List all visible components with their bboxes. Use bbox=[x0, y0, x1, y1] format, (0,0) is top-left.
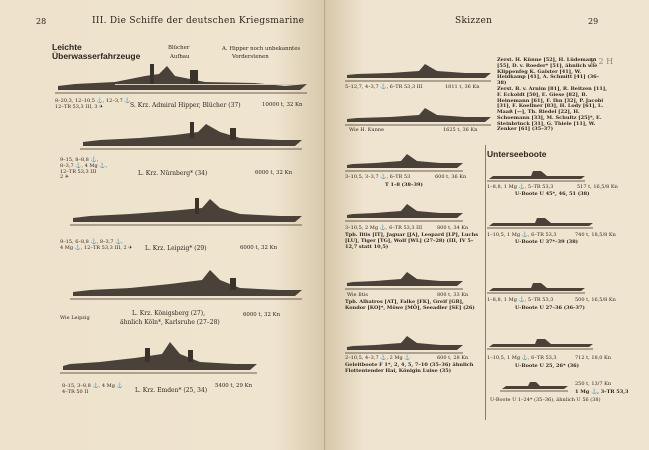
ship-name: T 1–8 (38–39) bbox=[385, 182, 423, 188]
torpedo-boat-silhouette bbox=[345, 150, 465, 174]
ship-stats: 6000 t, 32 Kn bbox=[240, 245, 278, 251]
annotation: Aufbau bbox=[170, 54, 190, 60]
ship-stats: 517 t, 16,5/8 Kn bbox=[577, 184, 618, 190]
ship-name: S. Krz. Admiral Hipper, Blücher (37) bbox=[130, 102, 241, 109]
armament-text: 1–8,8, 1 Mg ⚓, 5–TR 53,3 bbox=[487, 297, 554, 303]
section-title: Leichte Überwasserfahrzeuge bbox=[52, 42, 141, 61]
ship-list: Tpb. Albatros [AT], Falke [FK], Greif [GR], Kondor [KO]*, Möwe [MÖ], Seeadler [SE] (26) bbox=[345, 299, 475, 311]
torpedo-boat-silhouette bbox=[345, 200, 465, 224]
submarine-silhouette bbox=[487, 280, 587, 296]
ship-stats: 600 t, 36 Kn bbox=[435, 174, 467, 180]
annotation: Blücher bbox=[168, 45, 190, 51]
armament-text: 8–20,3, 12–10,5 ⚓, 12–3,7 ⚓ 12–TR 53,3 III, 3 ✈ bbox=[55, 98, 131, 110]
light-cruiser-silhouette bbox=[80, 120, 305, 154]
light-cruiser-silhouette bbox=[70, 268, 305, 304]
armament-text: 1–8,8, 1 Mg ⚓, 5–TR 53,3 bbox=[487, 184, 554, 190]
armament-text: 9–15, 8–8,8 ⚓, 8–3,7 ⚓, 4 Mg ⚓, 12–TR 53,3 III 2 ✈ bbox=[60, 157, 108, 181]
ship-stats: 800 t, 34 Kn bbox=[437, 225, 469, 231]
pencil-note: K 2 H bbox=[590, 57, 614, 66]
ship-stats: 1811 t, 36 Kn bbox=[445, 84, 480, 90]
ship-name: U-Boote U 37*–39 (38) bbox=[515, 239, 579, 245]
torpedo-boat-silhouette bbox=[345, 268, 465, 292]
ship-stats: 250 t, 13/7 Kn bbox=[575, 381, 612, 387]
ship-label: Wie Leipzig bbox=[60, 315, 90, 321]
annotation: A. Hipper noch unbekanntes bbox=[222, 46, 301, 52]
ship-stats: 10000 t, 32 Kn bbox=[262, 102, 303, 108]
armament-text: 1 Mg ⚓, 3–TR 53,3 bbox=[575, 389, 629, 395]
ship-label: Wie Iltis bbox=[347, 292, 368, 298]
page-number: 29 bbox=[588, 17, 599, 26]
ship-stats: 5400 t, 29 Kn bbox=[215, 383, 253, 389]
ship-name: U-Boote U 45*, 46, 51 (38) bbox=[515, 191, 590, 197]
destroyer-silhouette bbox=[345, 104, 493, 128]
ship-stats: 500 t, 16,5/8 Kn bbox=[575, 297, 616, 303]
armament-text: 3–10,5, 3–3,7 ⚓, 6–TR 53 bbox=[345, 174, 411, 180]
page-header: Skizzen bbox=[455, 16, 493, 26]
ship-name: L. Krz. Nürnberg* (34) bbox=[138, 170, 208, 177]
ship-list: Zerst. B. v. Arnim [81], R. Beitzen [11], F. Eckoldt [50], E. Giese [82], B. Heinemann [61], F. Ihn [32], P. Jacobi [31], F. Koellner [83], H. Lody [61], L. Maaß [—], Th. Riedel [22], H. Schoemann [33], M. Schultz [25]*, E. Steinbrinck [31], G. Thiele [11], W. Zenker [61] (35–37) bbox=[497, 86, 607, 133]
destroyer-silhouette bbox=[345, 60, 493, 84]
ship-label: Wie H. Kunne bbox=[349, 127, 384, 133]
armament-text: 1–10,5, 1 Mg ⚓, 6–TR 53,3 bbox=[487, 232, 557, 238]
right-page bbox=[325, 0, 649, 450]
ship-name: ähnlich Köln*, Karlsruhe (27–28) bbox=[120, 319, 220, 326]
armament-text: 3–10,5, 2 Mg ⚓, 6–TR 53,3 III bbox=[345, 225, 423, 231]
light-cruiser-silhouette bbox=[60, 340, 260, 378]
submarine-silhouette bbox=[500, 380, 570, 394]
heavy-cruiser-silhouette bbox=[55, 60, 310, 100]
page-number: 28 bbox=[36, 17, 47, 26]
ship-name: L. Krz. Emden* (25, 34) bbox=[135, 387, 208, 394]
armament-text: 8–15, 3–8,8 ⚓, 4 Mg ⚓ 4–TR 50 II bbox=[62, 383, 123, 395]
ship-stats: 740 t, 18,5/8 Kn bbox=[575, 232, 616, 238]
armament-text: 2–10,5, 4–3,7 ⚓, 2 Mg ⚓ bbox=[345, 355, 411, 361]
uboot-section-title: Unterseeboote bbox=[487, 149, 547, 159]
ship-list: Tpb. Iltis [IT], Jaguar [JA], Leopard [LP], Luchs [LU], Tiger [TG], Wolf [WL] (27–28) (III, IV 5–12,7 statt 10,5) bbox=[345, 232, 479, 250]
ship-name: U-Boote U 25, 26* (36) bbox=[515, 363, 580, 369]
ship-list: Geleitboote F 1*, 2, 4, 5, 7–10 (35–36) ähnlich Flottentender Hai, Königin Luise (35) bbox=[345, 362, 474, 374]
ship-stats: 712 t, 18,0 Kn bbox=[575, 355, 611, 361]
submarine-silhouette bbox=[487, 168, 587, 184]
ship-name: U-Boote U 27–36 (36–37) bbox=[515, 305, 585, 311]
armament-text: 5–12,7, 4–3,7 ⚓, 6–TR 53,3 III bbox=[345, 84, 423, 90]
submarine-silhouette bbox=[487, 336, 595, 352]
page-header: III. Die Schiffe der deutschen Kriegsmarine bbox=[92, 16, 305, 26]
light-cruiser-silhouette bbox=[70, 196, 305, 230]
ship-stats: 800 t, 33 Kn bbox=[437, 292, 469, 298]
ship-stats: 600 t, 28 Kn bbox=[437, 355, 469, 361]
armament-text: 9–15, 6–8,8 ⚓, 8–3,7 ⚓, 4 Mg ⚓, 12–TR 53,3 III, 2 ✈ bbox=[60, 239, 133, 251]
ship-stats: 1625 t, 36 Kn bbox=[443, 127, 478, 133]
annotation: Vorderstenen bbox=[232, 54, 269, 60]
ship-name: L. Krz. Königsberg (27), bbox=[132, 310, 205, 317]
column-divider bbox=[485, 145, 486, 420]
ship-stats: 6000 t, 32 Kn bbox=[255, 170, 293, 176]
ship-stats: 6000 t, 32 Kn bbox=[243, 312, 281, 318]
ship-name: U-Boote U 1–24* (35–36), ähnlich U 56 (38) bbox=[490, 397, 601, 403]
ship-list: Zerst. H. Künne [52], H. Lüdemann [55], D. v. Roeder* [51], ähnlich wie Klippenfeg K. Galster [41], W. Heidkamp [41], A. Schmitt [41] (36–38) bbox=[497, 57, 600, 86]
submarine-silhouette bbox=[487, 215, 595, 231]
armament-text: 1–10,5, 1 Mg ⚓, 6–TR 53,3 bbox=[487, 355, 557, 361]
ship-name: L. Krz. Leipzig* (29) bbox=[145, 245, 207, 252]
escort-boat-silhouette bbox=[345, 332, 465, 356]
